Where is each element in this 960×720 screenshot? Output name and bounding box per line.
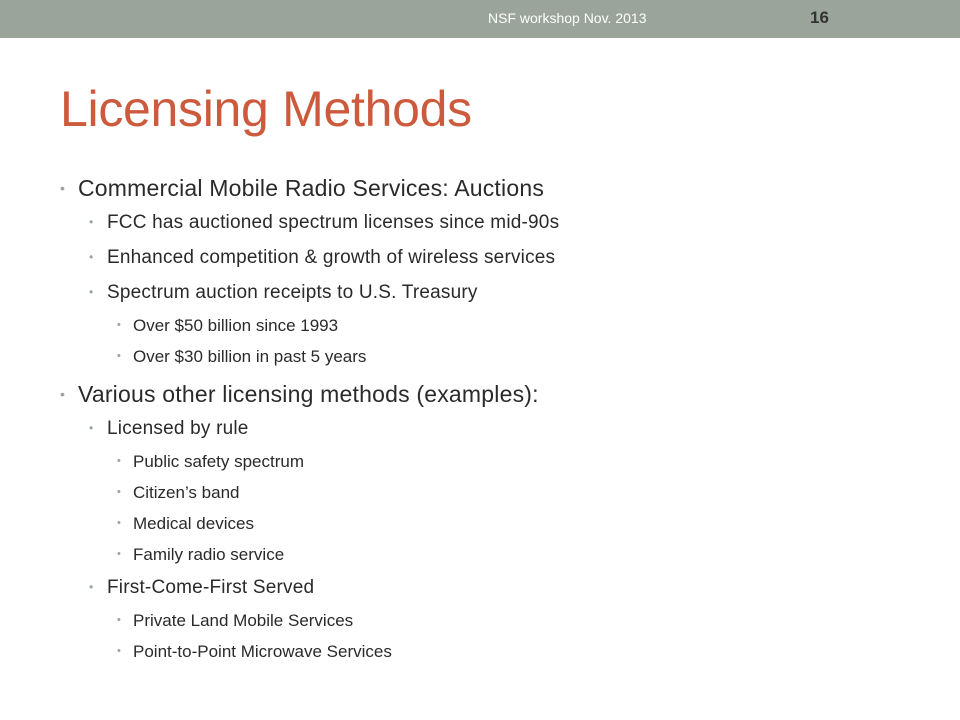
bullet-list (60, 172, 920, 667)
bullet-icon: • (117, 486, 121, 498)
bullet-item (60, 240, 920, 275)
bullet-item (60, 570, 920, 605)
bullet-text: Private Land Mobile Services (133, 611, 354, 630)
bullet-icon: • (89, 250, 94, 264)
bullet-text: Public safety spectrum (133, 452, 305, 471)
bullet-item (60, 508, 920, 539)
bullet-item (60, 446, 920, 477)
slide-title: Licensing Methods (60, 81, 472, 137)
bullet-item (60, 310, 920, 341)
bullet-item (60, 477, 920, 508)
bullet-text: First-Come-First Served (107, 577, 315, 598)
header-bar (0, 0, 960, 38)
bullet-icon: • (89, 285, 94, 299)
bullet-icon: • (117, 614, 121, 626)
bullet-text: Family radio service (133, 545, 285, 564)
bullet-item (60, 539, 920, 570)
bullet-text: Over $30 billion in past 5 years (133, 347, 367, 366)
footer-text: NSF workshop Nov. 2013 (488, 10, 647, 26)
bullet-text: Licensed by rule (107, 418, 249, 439)
bullet-item (60, 605, 920, 636)
slide-number: 16 (810, 8, 829, 27)
bullet-icon: • (89, 580, 94, 594)
bullet-text: Commercial Mobile Radio Services: Auctions (78, 175, 545, 201)
bullet-icon: • (89, 421, 94, 435)
bullet-text: Citizen’s band (133, 483, 240, 502)
bullet-text: Spectrum auction receipts to U.S. Treasury (107, 282, 478, 303)
bullet-item (60, 275, 920, 310)
bullet-icon: • (117, 645, 121, 657)
bullet-item (60, 378, 920, 411)
bullet-text: Medical devices (133, 514, 254, 533)
bullet-item (60, 341, 920, 372)
bullet-icon: • (117, 319, 121, 331)
bullet-item (60, 172, 920, 205)
bullet-icon: • (117, 517, 121, 529)
bullet-item (60, 411, 920, 446)
bullet-text: Enhanced competition & growth of wireless services (107, 247, 556, 268)
bullet-icon: • (117, 548, 121, 560)
bullet-icon: • (117, 350, 121, 362)
bullet-icon: • (117, 455, 121, 467)
bullet-icon: • (89, 215, 94, 229)
bullet-icon: • (60, 180, 66, 196)
bullet-text: FCC has auctioned spectrum licenses since mid-90s (107, 212, 560, 233)
bullet-item (60, 205, 920, 240)
bullet-text: Point-to-Point Microwave Services (133, 642, 392, 661)
bullet-text: Various other licensing methods (examples): (78, 381, 539, 407)
bullet-text: Over $50 billion since 1993 (133, 316, 339, 335)
bullet-icon: • (60, 386, 66, 402)
bullet-item (60, 636, 920, 667)
